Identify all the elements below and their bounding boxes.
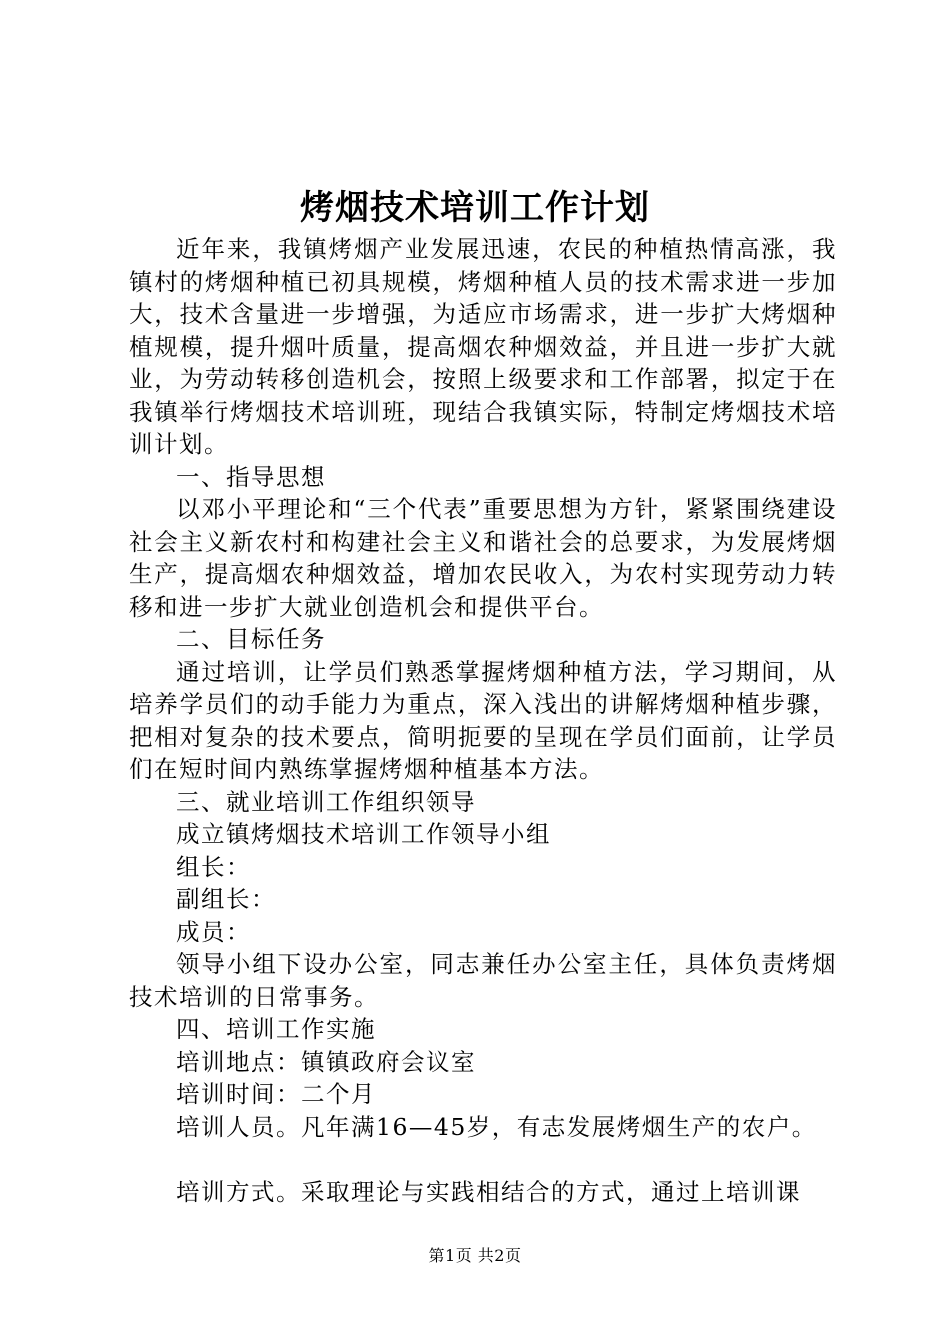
section-heading-guiding-ideology: 一、指导思想 (176, 462, 326, 491)
leadership-group-line: 成立镇烤烟技术培训工作领导小组 (176, 820, 551, 848)
training-method-paragraph: 培训方式。采取理论与实践相结合的方式，通过上培训课 (176, 1177, 801, 1206)
guiding-ideology-paragraph: 以邓小平理论和“三个代表”重要思想为方针，紧紧围绕建设社会主义新农村和构建社会主义和谐社会的总要求，为发展烤烟生产，提高烟农种烟效益，增加农民收入，为农村实现劳动力转移和进一步扩大就业创造机会和提供平台。 (129, 495, 837, 621)
training-location-line: 培训地点：镇镇政府会议室 (176, 1047, 476, 1076)
deputy-leader-line: 副组长： (176, 885, 276, 913)
section-heading-implementation: 四、培训工作实施 (176, 1015, 376, 1043)
section-heading-leadership: 三、就业培训工作组织领导 (176, 787, 476, 816)
document-title: 烤烟技术培训工作计划 (300, 188, 650, 228)
section-heading-goals: 二、目标任务 (176, 625, 326, 653)
intro-paragraph: 近年来，我镇烤烟产业发展迅速，农民的种植热情高涨，我镇村的烤烟种植已初具规模，烤烟种植人员的技术需求进一步加大，技术含量进一步增强，为适应市场需求，进一步扩大烤烟种植规模，提升烟叶质量，提高烟农种烟效益，并且进一步扩大就业，为劳动转移创造机会，按照上级要求和工作部署，拟定于在我镇举行烤烟技术培训班，现结合我镇实际，特制定烤烟技术培训计划。 (129, 235, 837, 458)
page-number-footer: 第1页 共2页 (428, 1246, 522, 1265)
members-line: 成员： (176, 917, 251, 946)
training-time-line: 培训时间：二个月 (176, 1080, 376, 1108)
training-personnel-line: 培训人员。凡年满16—45岁，有志发展烤烟生产的农户。 (176, 1112, 817, 1141)
office-paragraph: 领导小组下设办公室，同志兼任办公室主任，具体负责烤烟技术培训的日常事务。 (129, 950, 837, 1011)
document-body (129, 233, 837, 1208)
goals-paragraph: 通过培训，让学员们熟悉掌握烤烟种植方法，学习期间，从培养学员们的动手能力为重点，深入浅出的讲解烤烟种植步骤，把相对复杂的技术要点，简明扼要的呈现在学员们面前，让学员们在短时间内熟练掌握烤烟种植基本方法。 (129, 657, 837, 783)
group-leader-line: 组长： (176, 852, 251, 881)
